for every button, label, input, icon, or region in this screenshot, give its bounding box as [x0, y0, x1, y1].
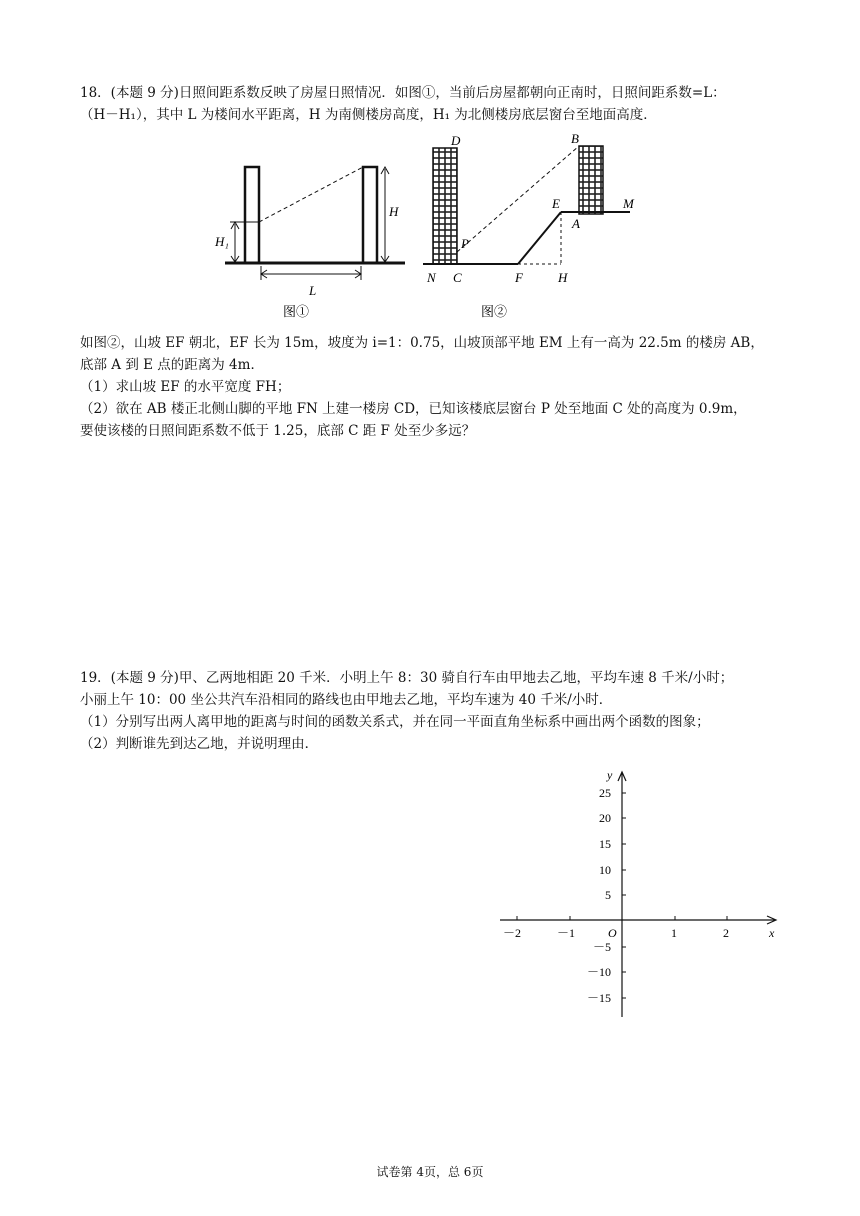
- q19-part-1: （1）分别写出两人离甲地的距离与时间的函数关系式，并在同一平面直角坐标系中画出两个函数的图象；: [80, 714, 710, 730]
- q18-line-3: 如图②，山坡 EF 朝北，EF 长为 15m，坡度为 i=1：0.75，山坡顶部平地 EM 上有一高为 22.5m 的楼房 AB，: [80, 335, 764, 351]
- q19-line-1: 19．(本题 9 分)甲、乙两地相距 20 千米．小明上午 8：30 骑自行车由甲地去乙地，平均车速 8 千米/小时；: [80, 670, 734, 686]
- label-c: C: [453, 270, 462, 285]
- page-footer: 试卷第 4页，总 6页: [376, 1165, 484, 1179]
- coordinate-plane: [495, 765, 785, 1025]
- label-d: D: [451, 133, 461, 148]
- figure-2: [415, 128, 675, 325]
- y-tick-label: 10: [599, 863, 611, 877]
- label-m: M: [623, 196, 634, 211]
- label-a: A: [572, 216, 580, 231]
- q19-part-2: （2）判断谁先到达乙地，并说明理由．: [80, 736, 319, 752]
- y-axis-label: y: [607, 768, 613, 782]
- label-n: N: [427, 270, 436, 285]
- y-tick-label: 20: [599, 811, 611, 825]
- x-tick-label: 2: [723, 926, 729, 940]
- x-tick-label: 1: [671, 926, 677, 940]
- q19-line-2: 小丽上午 10：00 坐公共汽车沿相同的路线也由甲地去乙地，平均车速为 40 千米/小时．: [80, 692, 613, 708]
- label-h1: H₁: [215, 234, 229, 249]
- q18-line-4: 底部 A 到 E 点的距离为 4m．: [80, 357, 264, 373]
- q18-intro-line-2: （H－H₁），其中 L 为楼间水平距离，H 为南侧楼房高度，H₁ 为北侧楼房底层窗台至地面高度．: [80, 107, 657, 123]
- x-axis-label: x: [769, 926, 775, 940]
- fig2-caption: 图②: [481, 304, 508, 319]
- x-tick-label: －2: [503, 926, 522, 940]
- label-f: F: [515, 270, 523, 285]
- q18-part-1: （1）求山坡 EF 的水平宽度 FH；: [80, 379, 291, 395]
- label-b: B: [571, 131, 579, 146]
- y-tick-label: －15: [587, 991, 612, 1005]
- label-h: H: [389, 204, 399, 219]
- y-tick-label: 5: [605, 888, 611, 902]
- y-tick-label: 15: [599, 837, 611, 851]
- label-l: L: [309, 283, 317, 298]
- label-h-point: H: [558, 270, 568, 285]
- x-tick-label: －1: [557, 926, 576, 940]
- label-e: E: [552, 196, 560, 211]
- origin-label: O: [608, 926, 617, 940]
- fig1-caption: 图①: [283, 304, 310, 319]
- y-tick-label: －10: [587, 965, 612, 979]
- q18-intro-line-1: 18．(本题 9 分)日照间距系数反映了房屋日照情况．如图①，当前后房屋都朝向正南时，日照间距系数=L：: [80, 85, 726, 101]
- y-tick-label: －5: [593, 940, 612, 954]
- label-p: P: [461, 236, 469, 251]
- q18-part-2b: 要使该楼的日照间距系数不低于 1.25，底部 C 距 F 处至少多远？: [80, 423, 476, 439]
- figure-1: [205, 140, 415, 325]
- q18-part-2a: （2）欲在 AB 楼正北侧山脚的平地 FN 上建一楼房 CD，已知该楼底层窗台 P 处至地面 C 处的高度为 0.9m，: [80, 401, 747, 417]
- y-tick-label: 25: [599, 786, 611, 800]
